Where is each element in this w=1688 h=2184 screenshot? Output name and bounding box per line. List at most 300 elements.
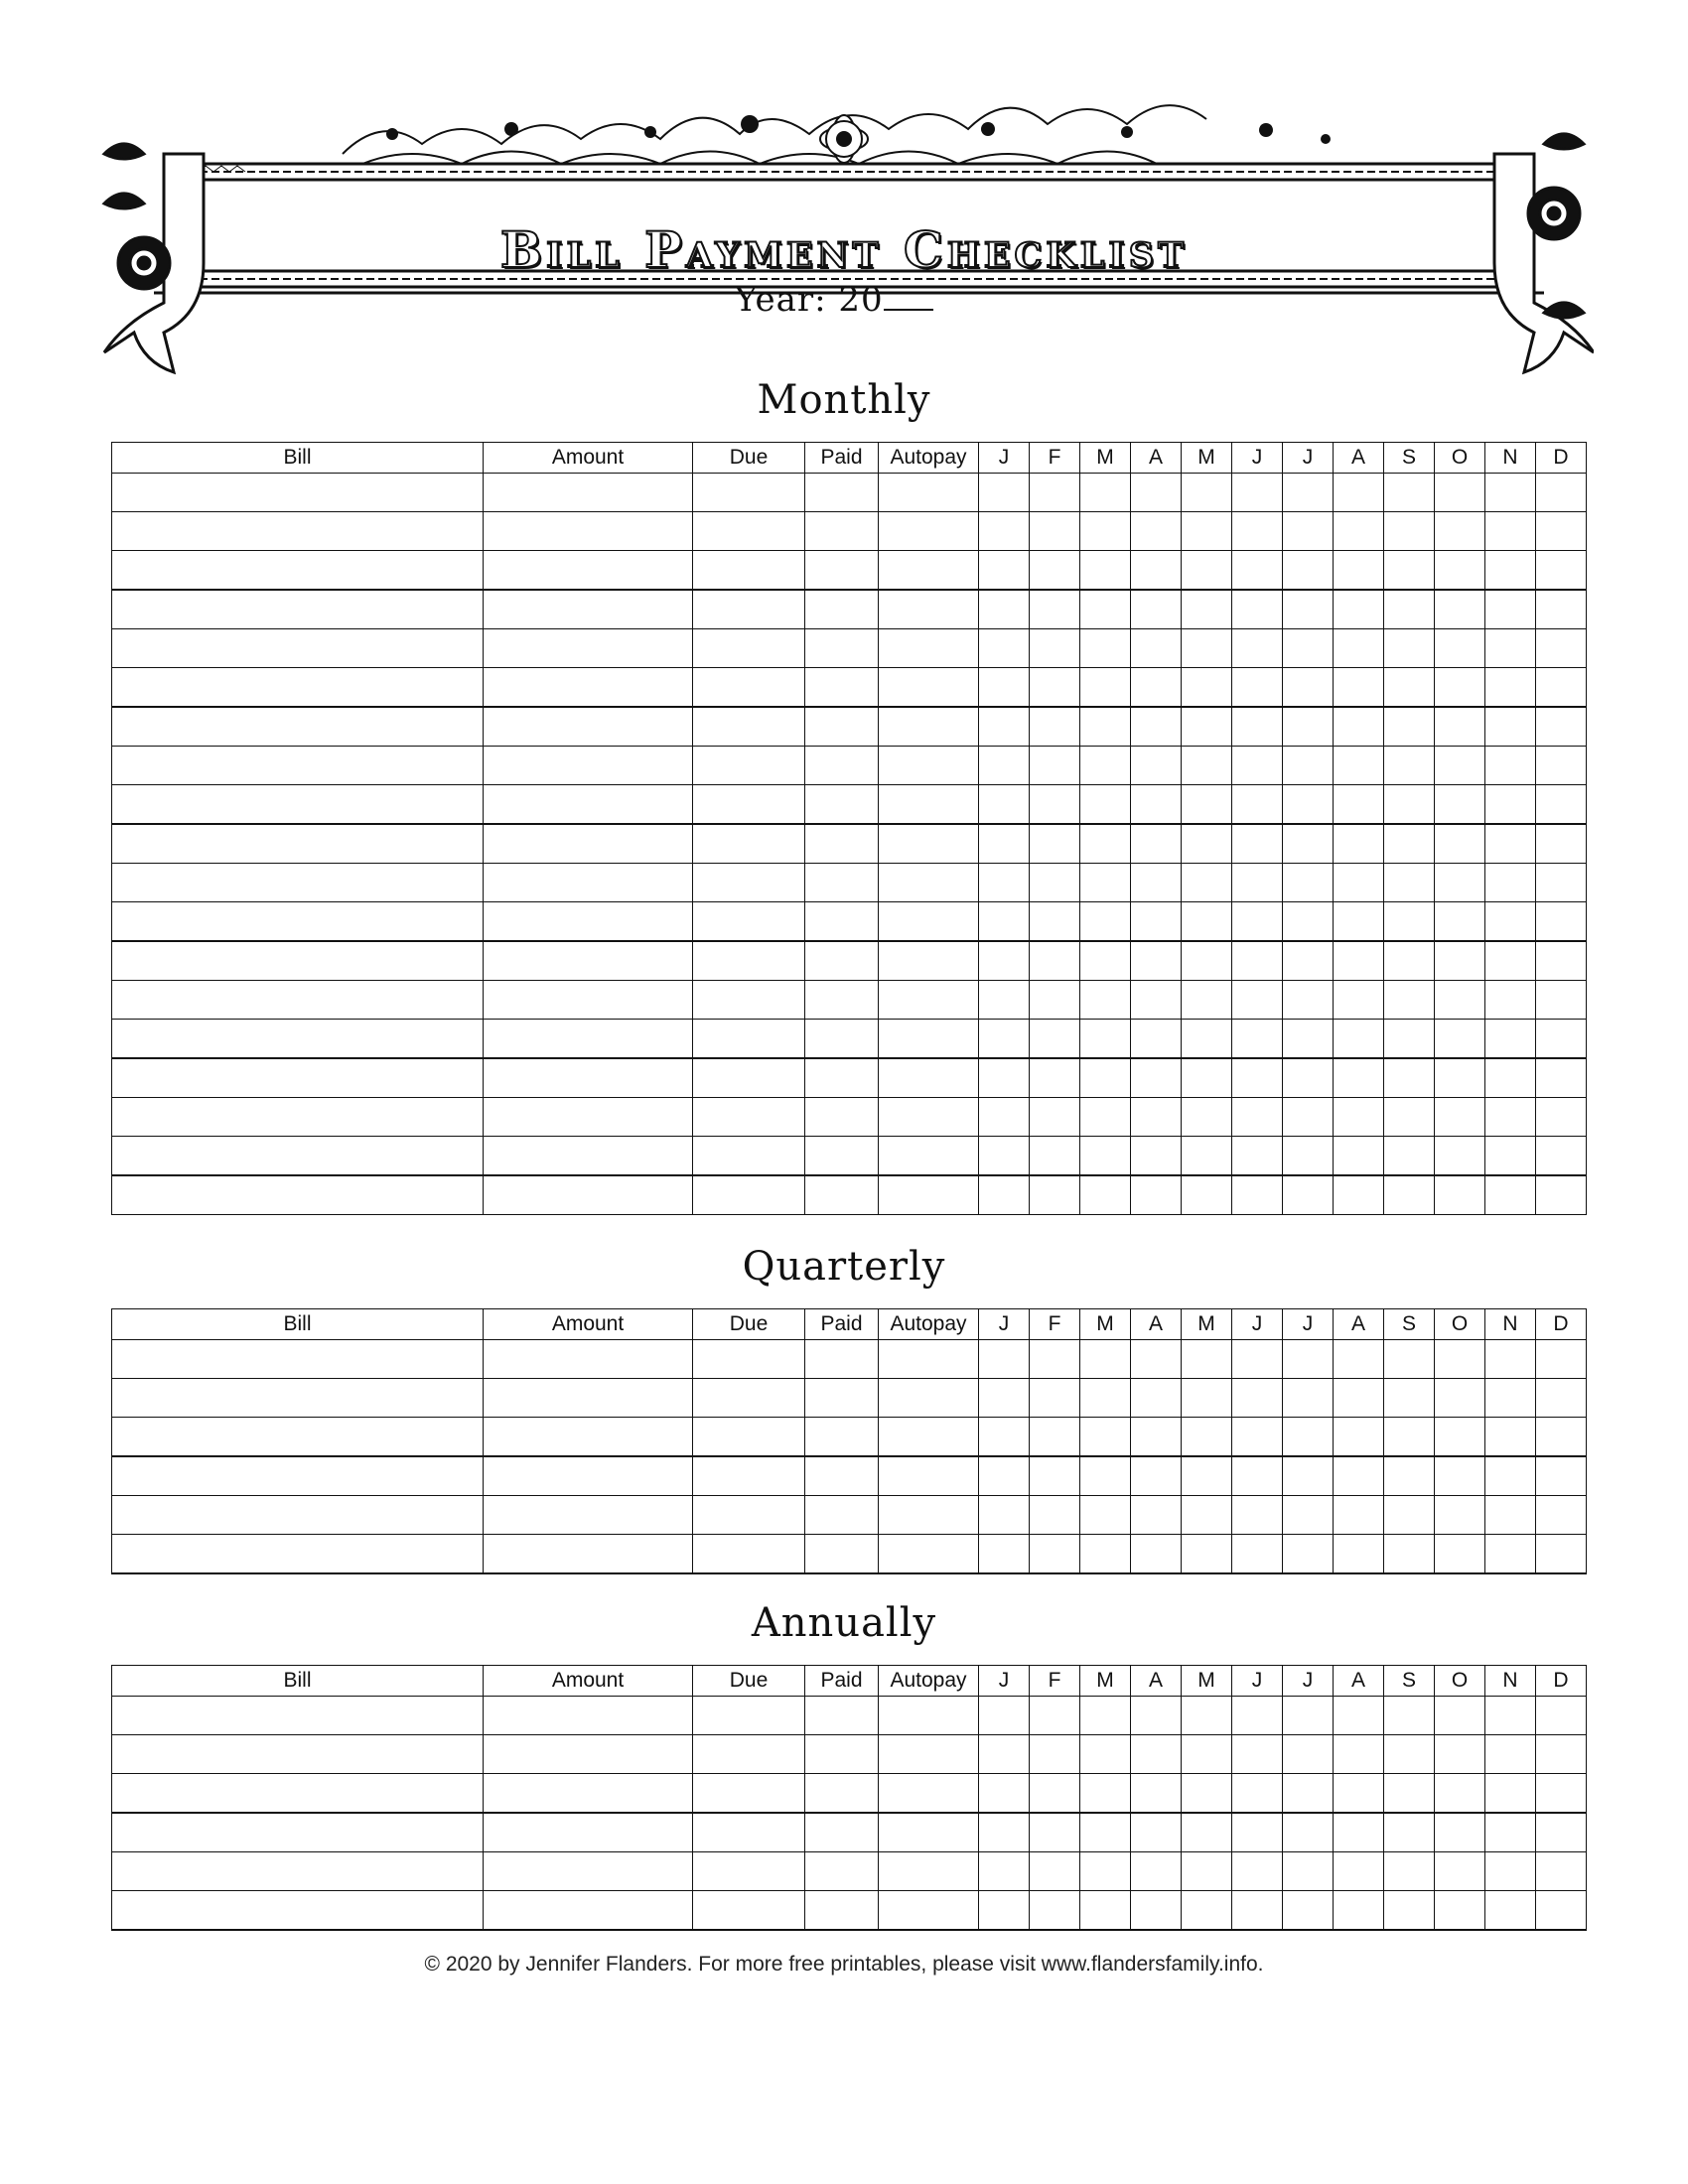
entry-cell[interactable] (879, 1774, 979, 1814)
entry-cell[interactable] (805, 1020, 879, 1059)
month-checkbox-cell[interactable] (979, 1020, 1030, 1059)
entry-cell[interactable] (112, 474, 484, 512)
month-checkbox-cell[interactable] (1131, 1340, 1182, 1379)
month-checkbox-cell[interactable] (1485, 902, 1536, 942)
month-checkbox-cell[interactable] (1030, 1456, 1080, 1496)
month-checkbox-cell[interactable] (1232, 1456, 1283, 1496)
month-checkbox-cell[interactable] (1435, 1774, 1485, 1814)
month-checkbox-cell[interactable] (1283, 1496, 1334, 1535)
month-checkbox-cell[interactable] (979, 864, 1030, 902)
month-checkbox-cell[interactable] (1536, 1098, 1587, 1137)
entry-cell[interactable] (693, 474, 805, 512)
month-checkbox-cell[interactable] (1485, 1535, 1536, 1574)
month-checkbox-cell[interactable] (1232, 1535, 1283, 1574)
month-checkbox-cell[interactable] (1283, 1379, 1334, 1418)
month-checkbox-cell[interactable] (1384, 1735, 1435, 1774)
entry-cell[interactable] (879, 1137, 979, 1176)
entry-cell[interactable] (879, 1697, 979, 1735)
entry-cell[interactable] (112, 1535, 484, 1574)
month-checkbox-cell[interactable] (1182, 902, 1232, 942)
month-checkbox-cell[interactable] (1536, 1379, 1587, 1418)
month-checkbox-cell[interactable] (1232, 1340, 1283, 1379)
entry-cell[interactable] (693, 1058, 805, 1098)
entry-cell[interactable] (484, 864, 693, 902)
month-checkbox-cell[interactable] (1384, 1175, 1435, 1215)
entry-cell[interactable] (693, 1456, 805, 1496)
entry-cell[interactable] (805, 629, 879, 668)
month-checkbox-cell[interactable] (1131, 981, 1182, 1020)
month-checkbox-cell[interactable] (1485, 1340, 1536, 1379)
month-checkbox-cell[interactable] (1283, 902, 1334, 942)
month-checkbox-cell[interactable] (1030, 747, 1080, 785)
month-checkbox-cell[interactable] (1334, 1891, 1384, 1931)
month-checkbox-cell[interactable] (1334, 902, 1384, 942)
entry-cell[interactable] (693, 1891, 805, 1931)
entry-cell[interactable] (484, 629, 693, 668)
month-checkbox-cell[interactable] (1283, 1456, 1334, 1496)
month-checkbox-cell[interactable] (1334, 1813, 1384, 1852)
entry-cell[interactable] (805, 1058, 879, 1098)
month-checkbox-cell[interactable] (1030, 1058, 1080, 1098)
entry-cell[interactable] (112, 1735, 484, 1774)
entry-cell[interactable] (484, 981, 693, 1020)
month-checkbox-cell[interactable] (1182, 785, 1232, 825)
month-checkbox-cell[interactable] (1182, 1175, 1232, 1215)
month-checkbox-cell[interactable] (1334, 629, 1384, 668)
month-checkbox-cell[interactable] (1435, 785, 1485, 825)
month-checkbox-cell[interactable] (1131, 902, 1182, 942)
month-checkbox-cell[interactable] (1384, 1813, 1435, 1852)
month-checkbox-cell[interactable] (1283, 1735, 1334, 1774)
month-checkbox-cell[interactable] (1131, 1535, 1182, 1574)
entry-cell[interactable] (693, 981, 805, 1020)
entry-cell[interactable] (693, 1697, 805, 1735)
month-checkbox-cell[interactable] (1334, 668, 1384, 708)
entry-cell[interactable] (879, 864, 979, 902)
month-checkbox-cell[interactable] (1232, 668, 1283, 708)
month-checkbox-cell[interactable] (1334, 1340, 1384, 1379)
entry-cell[interactable] (484, 590, 693, 629)
month-checkbox-cell[interactable] (1131, 1137, 1182, 1176)
month-checkbox-cell[interactable] (1182, 707, 1232, 747)
month-checkbox-cell[interactable] (1536, 512, 1587, 551)
month-checkbox-cell[interactable] (1334, 1852, 1384, 1891)
month-checkbox-cell[interactable] (1384, 1535, 1435, 1574)
month-checkbox-cell[interactable] (1384, 1456, 1435, 1496)
month-checkbox-cell[interactable] (1334, 1456, 1384, 1496)
entry-cell[interactable] (112, 1496, 484, 1535)
entry-cell[interactable] (805, 512, 879, 551)
entry-cell[interactable] (805, 824, 879, 864)
month-checkbox-cell[interactable] (1536, 941, 1587, 981)
month-checkbox-cell[interactable] (1536, 590, 1587, 629)
month-checkbox-cell[interactable] (1485, 1891, 1536, 1931)
entry-cell[interactable] (693, 1020, 805, 1059)
entry-cell[interactable] (112, 1891, 484, 1931)
month-checkbox-cell[interactable] (1030, 1098, 1080, 1137)
entry-cell[interactable] (112, 1340, 484, 1379)
month-checkbox-cell[interactable] (1080, 785, 1131, 825)
month-checkbox-cell[interactable] (979, 1418, 1030, 1457)
entry-cell[interactable] (484, 707, 693, 747)
entry-cell[interactable] (805, 551, 879, 591)
month-checkbox-cell[interactable] (1384, 1098, 1435, 1137)
month-checkbox-cell[interactable] (1232, 707, 1283, 747)
month-checkbox-cell[interactable] (1536, 474, 1587, 512)
month-checkbox-cell[interactable] (1283, 629, 1334, 668)
entry-cell[interactable] (112, 668, 484, 708)
month-checkbox-cell[interactable] (1435, 902, 1485, 942)
month-checkbox-cell[interactable] (1435, 1058, 1485, 1098)
month-checkbox-cell[interactable] (1485, 1496, 1536, 1535)
entry-cell[interactable] (805, 981, 879, 1020)
month-checkbox-cell[interactable] (1435, 1852, 1485, 1891)
month-checkbox-cell[interactable] (1485, 981, 1536, 1020)
month-checkbox-cell[interactable] (1030, 1137, 1080, 1176)
month-checkbox-cell[interactable] (1536, 629, 1587, 668)
month-checkbox-cell[interactable] (1131, 512, 1182, 551)
month-checkbox-cell[interactable] (1334, 1379, 1384, 1418)
entry-cell[interactable] (693, 864, 805, 902)
month-checkbox-cell[interactable] (1232, 785, 1283, 825)
month-checkbox-cell[interactable] (979, 1379, 1030, 1418)
month-checkbox-cell[interactable] (979, 785, 1030, 825)
month-checkbox-cell[interactable] (1131, 707, 1182, 747)
month-checkbox-cell[interactable] (1232, 1137, 1283, 1176)
month-checkbox-cell[interactable] (1283, 941, 1334, 981)
month-checkbox-cell[interactable] (1435, 1891, 1485, 1931)
entry-cell[interactable] (693, 1496, 805, 1535)
month-checkbox-cell[interactable] (1485, 551, 1536, 591)
month-checkbox-cell[interactable] (1435, 707, 1485, 747)
entry-cell[interactable] (805, 668, 879, 708)
month-checkbox-cell[interactable] (1334, 1735, 1384, 1774)
month-checkbox-cell[interactable] (979, 941, 1030, 981)
month-checkbox-cell[interactable] (1232, 1891, 1283, 1931)
entry-cell[interactable] (484, 785, 693, 825)
month-checkbox-cell[interactable] (979, 1456, 1030, 1496)
month-checkbox-cell[interactable] (1232, 981, 1283, 1020)
month-checkbox-cell[interactable] (979, 1175, 1030, 1215)
entry-cell[interactable] (693, 551, 805, 591)
month-checkbox-cell[interactable] (1435, 590, 1485, 629)
entry-cell[interactable] (112, 747, 484, 785)
month-checkbox-cell[interactable] (1283, 747, 1334, 785)
month-checkbox-cell[interactable] (1536, 1456, 1587, 1496)
month-checkbox-cell[interactable] (1485, 1418, 1536, 1457)
month-checkbox-cell[interactable] (1080, 1418, 1131, 1457)
entry-cell[interactable] (112, 1020, 484, 1059)
month-checkbox-cell[interactable] (1182, 1379, 1232, 1418)
month-checkbox-cell[interactable] (1435, 1535, 1485, 1574)
month-checkbox-cell[interactable] (1182, 1456, 1232, 1496)
month-checkbox-cell[interactable] (1080, 1496, 1131, 1535)
entry-cell[interactable] (484, 1735, 693, 1774)
month-checkbox-cell[interactable] (979, 707, 1030, 747)
month-checkbox-cell[interactable] (1182, 474, 1232, 512)
month-checkbox-cell[interactable] (1536, 1496, 1587, 1535)
month-checkbox-cell[interactable] (1334, 1020, 1384, 1059)
month-checkbox-cell[interactable] (1334, 1418, 1384, 1457)
entry-cell[interactable] (693, 1175, 805, 1215)
month-checkbox-cell[interactable] (1485, 1456, 1536, 1496)
month-checkbox-cell[interactable] (1283, 1098, 1334, 1137)
month-checkbox-cell[interactable] (1334, 1535, 1384, 1574)
month-checkbox-cell[interactable] (1536, 1535, 1587, 1574)
month-checkbox-cell[interactable] (1131, 1098, 1182, 1137)
entry-cell[interactable] (805, 590, 879, 629)
month-checkbox-cell[interactable] (1232, 941, 1283, 981)
month-checkbox-cell[interactable] (1182, 1852, 1232, 1891)
month-checkbox-cell[interactable] (1334, 1774, 1384, 1814)
entry-cell[interactable] (112, 512, 484, 551)
entry-cell[interactable] (693, 1137, 805, 1176)
month-checkbox-cell[interactable] (1485, 1098, 1536, 1137)
month-checkbox-cell[interactable] (1232, 1058, 1283, 1098)
entry-cell[interactable] (879, 1456, 979, 1496)
entry-cell[interactable] (112, 590, 484, 629)
entry-cell[interactable] (112, 1058, 484, 1098)
entry-cell[interactable] (879, 629, 979, 668)
month-checkbox-cell[interactable] (1232, 747, 1283, 785)
entry-cell[interactable] (805, 1697, 879, 1735)
month-checkbox-cell[interactable] (1435, 474, 1485, 512)
month-checkbox-cell[interactable] (1283, 1852, 1334, 1891)
month-checkbox-cell[interactable] (1384, 864, 1435, 902)
entry-cell[interactable] (484, 1496, 693, 1535)
month-checkbox-cell[interactable] (1435, 1418, 1485, 1457)
entry-cell[interactable] (879, 1175, 979, 1215)
entry-cell[interactable] (805, 1852, 879, 1891)
month-checkbox-cell[interactable] (1080, 551, 1131, 591)
month-checkbox-cell[interactable] (1485, 1137, 1536, 1176)
entry-cell[interactable] (879, 747, 979, 785)
entry-cell[interactable] (693, 824, 805, 864)
month-checkbox-cell[interactable] (1435, 1340, 1485, 1379)
month-checkbox-cell[interactable] (1080, 941, 1131, 981)
month-checkbox-cell[interactable] (1131, 1379, 1182, 1418)
entry-cell[interactable] (879, 512, 979, 551)
month-checkbox-cell[interactable] (1485, 1813, 1536, 1852)
month-checkbox-cell[interactable] (1384, 1340, 1435, 1379)
entry-cell[interactable] (693, 941, 805, 981)
month-checkbox-cell[interactable] (1131, 1697, 1182, 1735)
month-checkbox-cell[interactable] (1131, 1418, 1182, 1457)
month-checkbox-cell[interactable] (1384, 1697, 1435, 1735)
entry-cell[interactable] (112, 707, 484, 747)
month-checkbox-cell[interactable] (1536, 1340, 1587, 1379)
month-checkbox-cell[interactable] (979, 1852, 1030, 1891)
entry-cell[interactable] (879, 902, 979, 942)
month-checkbox-cell[interactable] (1435, 747, 1485, 785)
entry-cell[interactable] (484, 1852, 693, 1891)
month-checkbox-cell[interactable] (1536, 1137, 1587, 1176)
entry-cell[interactable] (112, 1175, 484, 1215)
entry-cell[interactable] (484, 941, 693, 981)
month-checkbox-cell[interactable] (1435, 512, 1485, 551)
month-checkbox-cell[interactable] (1182, 1058, 1232, 1098)
month-checkbox-cell[interactable] (1030, 1852, 1080, 1891)
month-checkbox-cell[interactable] (1080, 1774, 1131, 1814)
month-checkbox-cell[interactable] (1384, 668, 1435, 708)
month-checkbox-cell[interactable] (979, 1340, 1030, 1379)
entry-cell[interactable] (693, 1098, 805, 1137)
entry-cell[interactable] (112, 1456, 484, 1496)
month-checkbox-cell[interactable] (979, 824, 1030, 864)
entry-cell[interactable] (805, 1340, 879, 1379)
month-checkbox-cell[interactable] (1080, 1020, 1131, 1059)
entry-cell[interactable] (693, 629, 805, 668)
entry-cell[interactable] (484, 1535, 693, 1574)
month-checkbox-cell[interactable] (1485, 941, 1536, 981)
month-checkbox-cell[interactable] (1080, 981, 1131, 1020)
month-checkbox-cell[interactable] (1283, 824, 1334, 864)
month-checkbox-cell[interactable] (1080, 1813, 1131, 1852)
entry-cell[interactable] (112, 1379, 484, 1418)
entry-cell[interactable] (112, 1774, 484, 1814)
month-checkbox-cell[interactable] (1131, 864, 1182, 902)
month-checkbox-cell[interactable] (1435, 941, 1485, 981)
month-checkbox-cell[interactable] (1131, 1058, 1182, 1098)
month-checkbox-cell[interactable] (1080, 629, 1131, 668)
entry-cell[interactable] (693, 1852, 805, 1891)
month-checkbox-cell[interactable] (1182, 747, 1232, 785)
entry-cell[interactable] (879, 1340, 979, 1379)
entry-cell[interactable] (693, 1774, 805, 1814)
month-checkbox-cell[interactable] (1030, 941, 1080, 981)
month-checkbox-cell[interactable] (1232, 1175, 1283, 1215)
month-checkbox-cell[interactable] (1182, 551, 1232, 591)
entry-cell[interactable] (484, 1058, 693, 1098)
month-checkbox-cell[interactable] (1080, 824, 1131, 864)
entry-cell[interactable] (112, 629, 484, 668)
entry-cell[interactable] (805, 1379, 879, 1418)
month-checkbox-cell[interactable] (1080, 747, 1131, 785)
entry-cell[interactable] (879, 707, 979, 747)
month-checkbox-cell[interactable] (1283, 512, 1334, 551)
entry-cell[interactable] (879, 1496, 979, 1535)
month-checkbox-cell[interactable] (979, 551, 1030, 591)
month-checkbox-cell[interactable] (1536, 1175, 1587, 1215)
month-checkbox-cell[interactable] (1283, 1418, 1334, 1457)
entry-cell[interactable] (484, 1456, 693, 1496)
month-checkbox-cell[interactable] (1030, 1175, 1080, 1215)
month-checkbox-cell[interactable] (1131, 824, 1182, 864)
month-checkbox-cell[interactable] (1485, 629, 1536, 668)
month-checkbox-cell[interactable] (1030, 1379, 1080, 1418)
entry-cell[interactable] (879, 981, 979, 1020)
month-checkbox-cell[interactable] (1384, 1496, 1435, 1535)
month-checkbox-cell[interactable] (1182, 1535, 1232, 1574)
month-checkbox-cell[interactable] (1283, 864, 1334, 902)
month-checkbox-cell[interactable] (1030, 902, 1080, 942)
month-checkbox-cell[interactable] (979, 1697, 1030, 1735)
month-checkbox-cell[interactable] (1080, 1852, 1131, 1891)
month-checkbox-cell[interactable] (1536, 1697, 1587, 1735)
month-checkbox-cell[interactable] (1232, 551, 1283, 591)
entry-cell[interactable] (879, 1735, 979, 1774)
entry-cell[interactable] (484, 1098, 693, 1137)
month-checkbox-cell[interactable] (1334, 981, 1384, 1020)
month-checkbox-cell[interactable] (1131, 1774, 1182, 1814)
entry-cell[interactable] (693, 590, 805, 629)
month-checkbox-cell[interactable] (1030, 629, 1080, 668)
month-checkbox-cell[interactable] (1384, 902, 1435, 942)
entry-cell[interactable] (879, 1852, 979, 1891)
entry-cell[interactable] (805, 474, 879, 512)
entry-cell[interactable] (112, 941, 484, 981)
month-checkbox-cell[interactable] (979, 902, 1030, 942)
entry-cell[interactable] (879, 1813, 979, 1852)
month-checkbox-cell[interactable] (1536, 785, 1587, 825)
month-checkbox-cell[interactable] (1030, 668, 1080, 708)
month-checkbox-cell[interactable] (1131, 785, 1182, 825)
month-checkbox-cell[interactable] (1080, 668, 1131, 708)
month-checkbox-cell[interactable] (1536, 747, 1587, 785)
month-checkbox-cell[interactable] (1384, 707, 1435, 747)
month-checkbox-cell[interactable] (1485, 1774, 1536, 1814)
month-checkbox-cell[interactable] (1131, 1891, 1182, 1931)
month-checkbox-cell[interactable] (1435, 981, 1485, 1020)
month-checkbox-cell[interactable] (1232, 1496, 1283, 1535)
month-checkbox-cell[interactable] (1435, 1175, 1485, 1215)
month-checkbox-cell[interactable] (1131, 941, 1182, 981)
month-checkbox-cell[interactable] (1536, 1891, 1587, 1931)
month-checkbox-cell[interactable] (1080, 1891, 1131, 1931)
entry-cell[interactable] (693, 785, 805, 825)
month-checkbox-cell[interactable] (1435, 824, 1485, 864)
month-checkbox-cell[interactable] (979, 1058, 1030, 1098)
entry-cell[interactable] (879, 668, 979, 708)
entry-cell[interactable] (879, 1535, 979, 1574)
month-checkbox-cell[interactable] (1182, 1891, 1232, 1931)
entry-cell[interactable] (484, 1891, 693, 1931)
month-checkbox-cell[interactable] (1384, 1774, 1435, 1814)
month-checkbox-cell[interactable] (1030, 864, 1080, 902)
month-checkbox-cell[interactable] (1485, 1058, 1536, 1098)
month-checkbox-cell[interactable] (1232, 590, 1283, 629)
month-checkbox-cell[interactable] (1485, 824, 1536, 864)
month-checkbox-cell[interactable] (1536, 1735, 1587, 1774)
month-checkbox-cell[interactable] (1536, 1774, 1587, 1814)
month-checkbox-cell[interactable] (1131, 747, 1182, 785)
month-checkbox-cell[interactable] (1384, 1020, 1435, 1059)
entry-cell[interactable] (879, 785, 979, 825)
month-checkbox-cell[interactable] (1283, 785, 1334, 825)
month-checkbox-cell[interactable] (979, 747, 1030, 785)
month-checkbox-cell[interactable] (1283, 590, 1334, 629)
entry-cell[interactable] (879, 1098, 979, 1137)
month-checkbox-cell[interactable] (1283, 1891, 1334, 1931)
month-checkbox-cell[interactable] (1283, 474, 1334, 512)
month-checkbox-cell[interactable] (1485, 474, 1536, 512)
month-checkbox-cell[interactable] (1384, 941, 1435, 981)
month-checkbox-cell[interactable] (1435, 1137, 1485, 1176)
entry-cell[interactable] (879, 1058, 979, 1098)
month-checkbox-cell[interactable] (1232, 1813, 1283, 1852)
entry-cell[interactable] (484, 474, 693, 512)
month-checkbox-cell[interactable] (1384, 1058, 1435, 1098)
month-checkbox-cell[interactable] (1283, 551, 1334, 591)
month-checkbox-cell[interactable] (1334, 707, 1384, 747)
entry-cell[interactable] (879, 551, 979, 591)
entry-cell[interactable] (693, 707, 805, 747)
entry-cell[interactable] (805, 1456, 879, 1496)
month-checkbox-cell[interactable] (1485, 1852, 1536, 1891)
month-checkbox-cell[interactable] (1536, 551, 1587, 591)
month-checkbox-cell[interactable] (1080, 512, 1131, 551)
month-checkbox-cell[interactable] (1182, 941, 1232, 981)
